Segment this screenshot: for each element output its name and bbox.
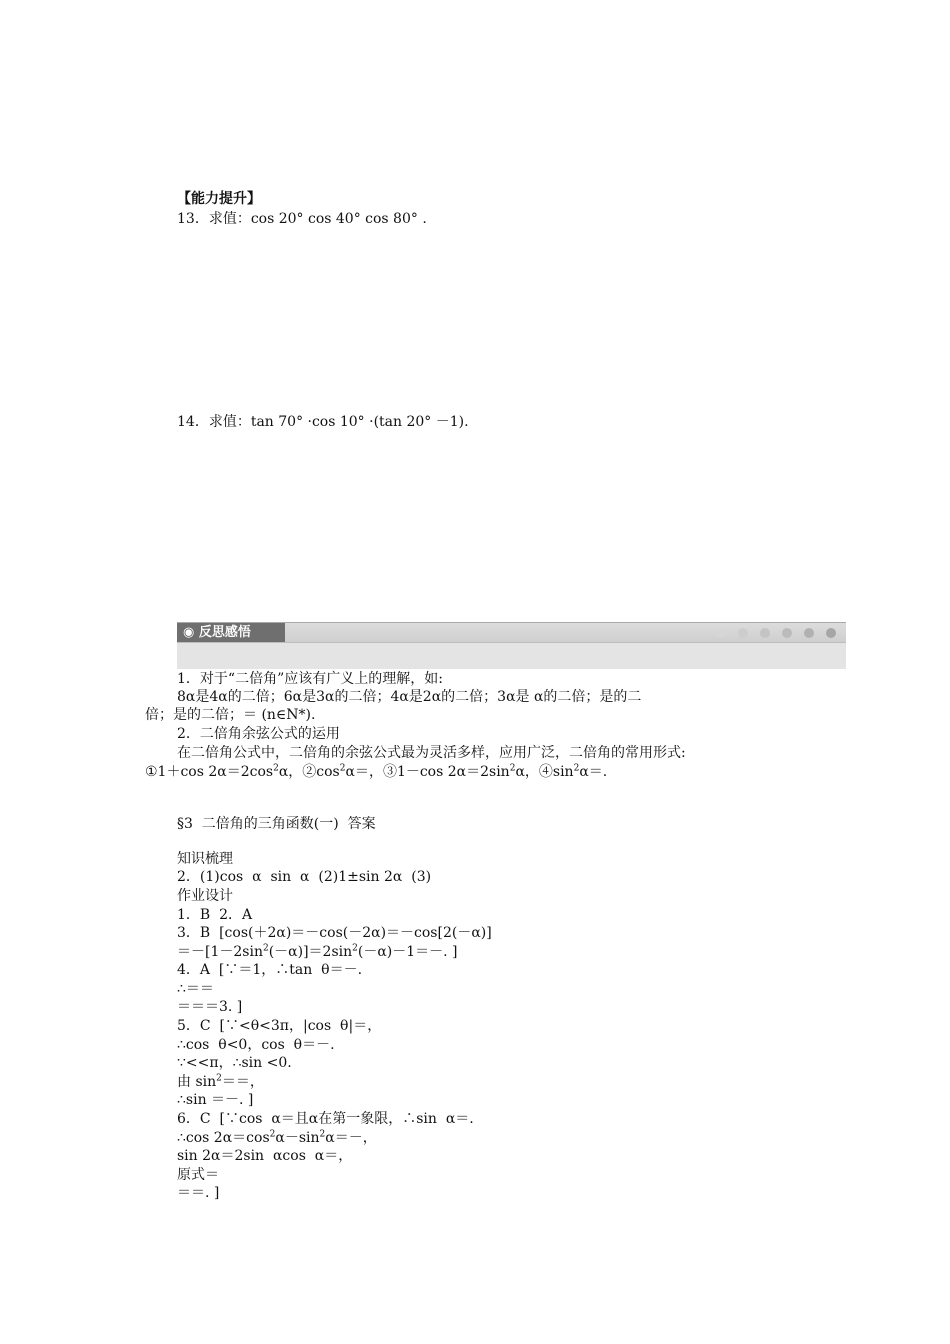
banner-dot-5 xyxy=(804,628,814,638)
reflection-banner-label: ◉ 反思感悟 xyxy=(177,623,285,642)
answer-3-line1: 3．B [cos(＋2α)＝－cos(－2α)＝－cos[2(－α)] xyxy=(177,925,492,941)
reflection-p2-title: 2．二倍角余弦公式的运用 xyxy=(177,726,340,742)
banner-dot-4 xyxy=(782,628,792,638)
reflection-p1-line1: 8α是4α的二倍；6α是3α的二倍；4α是2α的二倍；3α是 α的二倍；是的二 xyxy=(177,689,642,705)
reflection-p2-line2: ①1＋cos $2\alpha=2\cos^2\alpha$，$②\cos^2\alpha=$，③1－cos $2\alpha=2\sin^2\alpha$，$④\sin^2\alpha=$. xyxy=(145,763,608,780)
answer-5-line4: 由 $\sin^2==$， xyxy=(177,1073,264,1090)
question-13: 13．求值：cos 20° cos 40° cos 80° . xyxy=(177,211,427,227)
banner-dot-6 xyxy=(826,628,836,638)
ability-heading: 【能力提升】 xyxy=(177,191,261,207)
answer-1-2: 1．B 2．A xyxy=(177,907,253,923)
knowledge-item-2: 2．(1)cos α sin α (2)1±sin 2α (3) xyxy=(177,869,432,885)
answer-6-line3: sin 2α＝2sin αcos α＝， xyxy=(177,1148,353,1164)
answers-title: §3 二倍角的三角函数(一) 答案 xyxy=(177,816,376,832)
reflection-banner xyxy=(177,622,846,669)
answer-6-line4: 原式＝ xyxy=(177,1167,219,1183)
answer-5-line5: ∴sin ＝－. ] xyxy=(177,1092,254,1108)
answer-5-line1: 5．C [∵<θ<3π，|cos θ|＝， xyxy=(177,1018,382,1034)
answer-6-line5: ＝＝. ] xyxy=(177,1185,220,1201)
reflection-p2-line1: 在二倍角公式中，二倍角的余弦公式最为灵活多样，应用广泛，二倍角的常用形式: xyxy=(177,745,686,761)
banner-dot-2 xyxy=(738,628,748,638)
banner-dot-3 xyxy=(760,628,770,638)
banner-dot-1 xyxy=(716,628,726,638)
answer-4-line1: 4．A [∵＝1，∴tan θ＝－. xyxy=(177,962,363,978)
answer-3-line2: $=-[1-2\sin^2(-\alpha)]=2\sin^2(-\alpha)-1=-$. ] xyxy=(177,943,458,960)
answer-6-line1: 6．C [∵cos α＝且α在第一象限，∴sin α＝. xyxy=(177,1111,474,1127)
knowledge-heading: 知识梳理 xyxy=(177,851,233,867)
banner-dots xyxy=(704,628,836,638)
answer-4-line2: ∴＝＝ xyxy=(177,981,214,997)
answer-5-line3: ∵<<π，∴sin <0. xyxy=(177,1055,292,1071)
answer-4-line3: ＝＝＝3. ] xyxy=(177,999,243,1015)
answer-6-line2: ∴cos $2\alpha=\cos^2\alpha-\sin^2\alpha=-$， xyxy=(177,1129,377,1146)
question-14: 14．求值：tan 70° ·cos 10° ·(tan 20° －1). xyxy=(177,414,469,430)
reflection-p1-title: 1．对于“二倍角”应该有广义上的理解，如: xyxy=(177,671,443,687)
reflection-p1-line2: 倍；是的二倍；＝ (n∈N*). xyxy=(145,707,316,723)
answer-5-line2: ∴cos θ<0，cos θ＝－. xyxy=(177,1037,335,1053)
homework-heading: 作业设计 xyxy=(177,888,233,904)
